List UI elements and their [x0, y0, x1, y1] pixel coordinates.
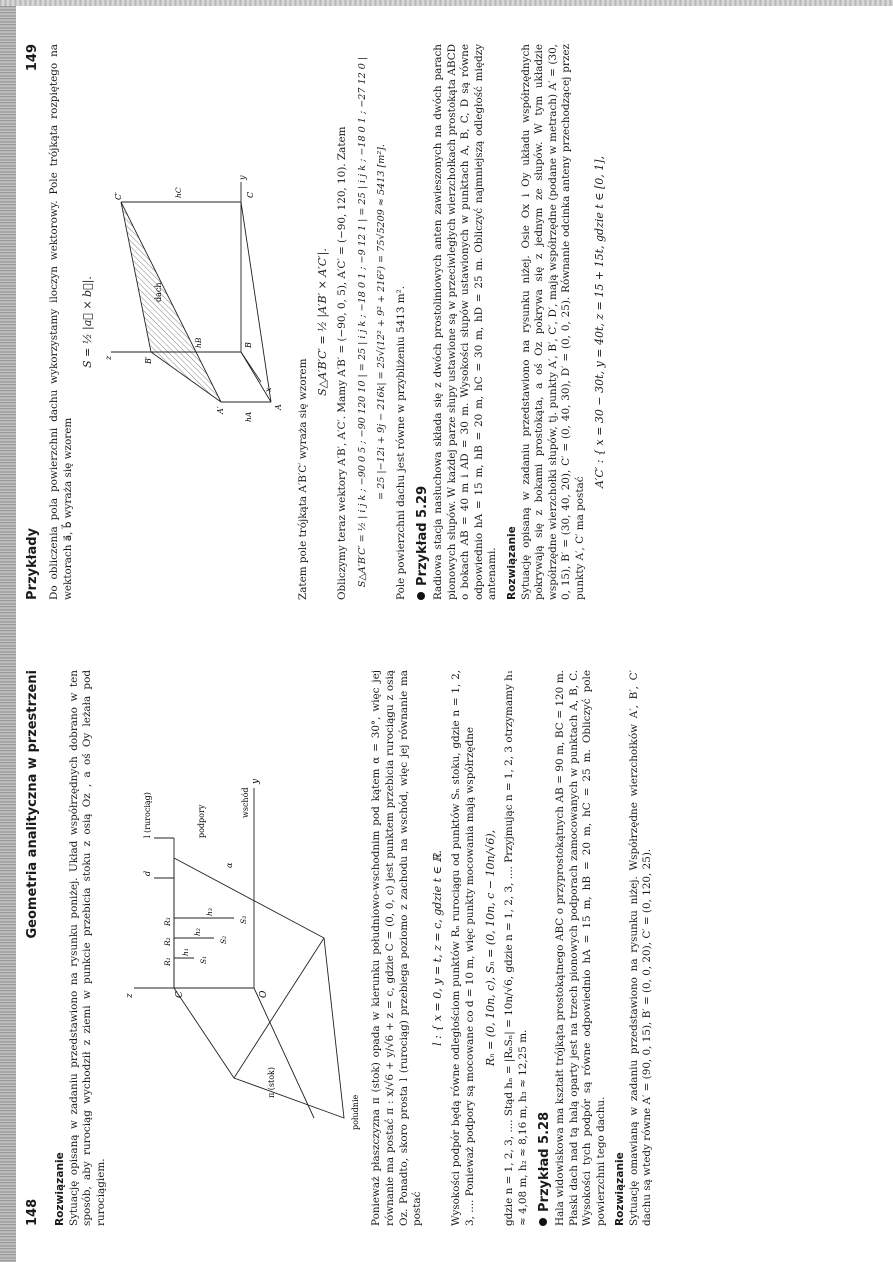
- left-running-title: Geometria analityczna w przestrzeni: [25, 670, 40, 939]
- fig-slope-label: π (stok): [267, 1066, 277, 1098]
- result-equation: = 25 |−12i + 9j − 216k| = 25√(12² + 9² + 216²) = 75√5209 ≈ 5413 [m²].: [376, 144, 388, 500]
- fig-h2-label: h₂: [193, 928, 203, 936]
- determinant-equation: S△A′B′C′ = ½ | i j k ; −90 0 5 ; −90 120 10 | = 25 | i j k ; −18 0 1 ; −9 12 1 | = 25 | i j k ; −18 0 1 ; −27 12 0 |: [356, 56, 368, 588]
- right-solution-heading: Rozwiązanie: [505, 526, 518, 600]
- left-running-head: [22, 670, 48, 1226]
- fig-r2-label: R₂: [163, 937, 173, 946]
- pipeline-diagram: [114, 758, 364, 1138]
- example-528-text: Hala widowiskowa ma kształt trójkąta prostokątnego ABC o przyprostokątnych AB = 90 m, BC = 120 m. Płaski dach nad tą halą oparty jest na trzech pionowych podporach zamocowanych w punktach A, B, C. Wysokości tych podpór są równe odpowiednio hA = 15 m, hB = 20 m, hC = 25 m. Obliczyć pole powierzchni tego dachu.: [553, 670, 607, 1226]
- roof-y-axis: y: [237, 175, 247, 180]
- triangle-formula: S△A′B′C′ = ½ |A′B′ × A′C′|.: [316, 248, 330, 396]
- fig-s1-label: S₁: [199, 955, 209, 964]
- right-page-number: 149: [25, 44, 40, 72]
- solution2-text: Sytuację omawianą w zadaniu przedstawiono na rysunku niżej. Współrzędne wierzchołków A′, B′, C′ dachu są wtedy równe A′ = (90, 0, 15), B′ = (0, 0, 20), C′ = (0, 120, 25).: [627, 670, 654, 1226]
- roof-hb: hB: [193, 337, 203, 348]
- area-result-paragraph: Pole powierzchni dachu jest równe w przybliżeniu 5413 m².: [394, 285, 407, 600]
- fig-supports-label: podpory: [197, 804, 207, 838]
- line-equation: l : { x = 0, y = t, z = c, gdzie t ∈ ℝ.: [430, 850, 444, 1046]
- fig-r1-label: R₁: [163, 957, 173, 966]
- scan-edge-top: [0, 0, 893, 6]
- right-running-head: [22, 44, 48, 600]
- fig-z-axis-label: z: [125, 993, 136, 998]
- roof-ha: hA: [243, 411, 253, 422]
- roof-a-prime: A′: [215, 406, 225, 414]
- fig-s2-label: S₂: [219, 935, 229, 944]
- fig-alpha-label: α: [225, 862, 235, 868]
- roof-a: A: [273, 404, 283, 410]
- bullet-icon: [539, 1218, 547, 1226]
- solution2-heading: Rozwiązanie: [614, 1152, 627, 1226]
- scan-edge-left: [0, 0, 16, 1262]
- heights-paragraph: gdzie n = 1, 2, 3, .... Stąd hₙ = |RₙSₙ| = 10n/√6, gdzie n = 1, 2, 3, .... Przyjmując n = 1, 2, 3 otrzymamy h₁ ≈ 4,08 m, h₂ ≈ 8,16 m, h₃ ≈ 12,25 m.: [503, 670, 529, 1226]
- fig-point-c: C: [175, 991, 186, 998]
- left-page: [22, 670, 878, 1226]
- right-page: [22, 44, 878, 600]
- roof-hc: hC: [173, 187, 183, 198]
- roof-label: dach: [153, 282, 163, 302]
- bullet-icon: [417, 592, 425, 600]
- right-solution-text: Sytuację opisaną w zadaniu przedstawiono na rysunku niżej. Osie Ox i Oy układu współrzędnych pokrywają się z bokami prostokąta, a oś Oz pokrywa się z jednym ze słupów. W tym układzie współrzędne wierzchołki słupów, tj. punkty A′, B′, C′, D′, mają współrzędne (podane w metrach) A′ = (30, 0, 15), B′ = (30, 40, 20), C′ = (0, 40, 30), D′ = (0, 0, 25). Równanie odcinka anteny przechodzącej przez punkty A′, C′ ma postać: [519, 44, 586, 600]
- roof-c: C: [245, 191, 255, 198]
- right-running-title: Przykłady: [25, 527, 40, 600]
- pipeline-figure: [114, 758, 364, 1138]
- plane-paragraph: Ponieważ płaszczyzna π (stok) opada w kierunku południowo-wschodnim pod kątem α = 30°, więc jej równanie ma postać π : x/√6 + y/√6 + z = c, gdzie C = (0, 0, c) jest punktem przebicia rurociągu z osią Oz. Ponadto, skoro prosta l (rurociąg) przebiega poziomo z zachodu na wschód, więc jej równanie ma postać: [370, 670, 424, 1226]
- roof-diagram: [101, 172, 291, 472]
- fig-east-label: wschód: [241, 787, 251, 818]
- roof-b: B: [243, 342, 253, 348]
- intro-paragraph: Sytuację opisaną w zadaniu przedstawiono na rysunku poniżej. Układ współrzędnych dobrano w ten sposób, aby rurociąg wychodził z ziemi w punkcie przebicia stoku z osią Oz , a oś Oy leżała pod rurociągiem.: [67, 670, 107, 1226]
- example-529-title: Przykład 5.29: [415, 485, 431, 586]
- rotated-book-spread: [22, 28, 878, 1240]
- roof-b-prime: B′: [143, 356, 153, 364]
- roof-x-axis: x: [263, 387, 273, 392]
- fig-s3-label: S₃: [239, 915, 249, 924]
- fig-d-label: d: [143, 870, 153, 876]
- segment-equation: A′C′ : { x = 30 − 30t, y = 40t, z = 15 + 15t, gdzie t ∈ [0, 1],: [593, 155, 607, 489]
- fig-pipeline-label: l (rurociąg): [143, 792, 153, 838]
- triangle-paragraph: Zatem pole trójkąta A′B′C′ wyraża się wzorem: [296, 358, 309, 600]
- points-equation: Rₙ = (0, 10n, c), Sₙ = (0, 10n, c − 10n/√6),: [483, 829, 497, 1067]
- vectors-paragraph: Obliczymy teraz wektory A′B′, A′C′. Mamy A′B′ = (−90, 0, 5), A′C′ = (−90, 120, 10). Zatem: [335, 126, 348, 600]
- example-529-heading: [416, 44, 430, 600]
- fig-point-o: O: [259, 990, 270, 998]
- solution-heading: Rozwiązanie: [54, 1152, 66, 1226]
- fig-y-axis-label: y: [251, 778, 262, 784]
- supports-paragraph: Wysokości podpór będą równe odległościom punktów Rₙ rurociągu od punktów Sₙ stoku, gdzie n = 1, 2, 3, .... Ponieważ podpory są mocowane co d = 10 m, więc punkty mocowania mają współrzędne: [450, 670, 476, 1226]
- roof-figure: [101, 172, 291, 472]
- area-formula: S = ½ |a⃗ × b⃗|.: [81, 276, 95, 368]
- roof-c-prime: C′: [113, 192, 123, 200]
- example-528-title: Przykład 5.28: [537, 1111, 553, 1212]
- example-529-text: Radiowa stacja nasłuchowa składa się z dwóch prostoliniowych anten zawieszonych na dwóch parach pionowych słupów. W każdej parze słupy ustawione są w przeciwległych wierzchołkach prostokąta ABCD o bokach AB = 40 m i AD = 30 m. Wysokości słupów ustawionych w punktach A, B, C, D są równe odpowiednio hA = 15 m, hB = 20 m, hC = 30 m, hD = 25 m. Obliczyć najmniejszą odległość między antenami.: [431, 44, 499, 600]
- right-intro-paragraph: Do obliczenia pola powierzchni dachu wykorzystamy iloczyn wektorowy. Pole trójkąta rozpiętego na wektorach a⃗, b⃗ wyraża się wzorem: [48, 44, 74, 600]
- fig-h3-label: h₃: [205, 908, 215, 916]
- left-page-number: 148: [25, 1198, 40, 1226]
- fig-south-label: południe: [351, 1094, 361, 1130]
- fig-h1-label: h₁: [181, 948, 191, 956]
- fig-r3-label: R₃: [163, 917, 173, 926]
- example-528-heading: [538, 670, 552, 1226]
- roof-z-axis: z: [103, 355, 113, 360]
